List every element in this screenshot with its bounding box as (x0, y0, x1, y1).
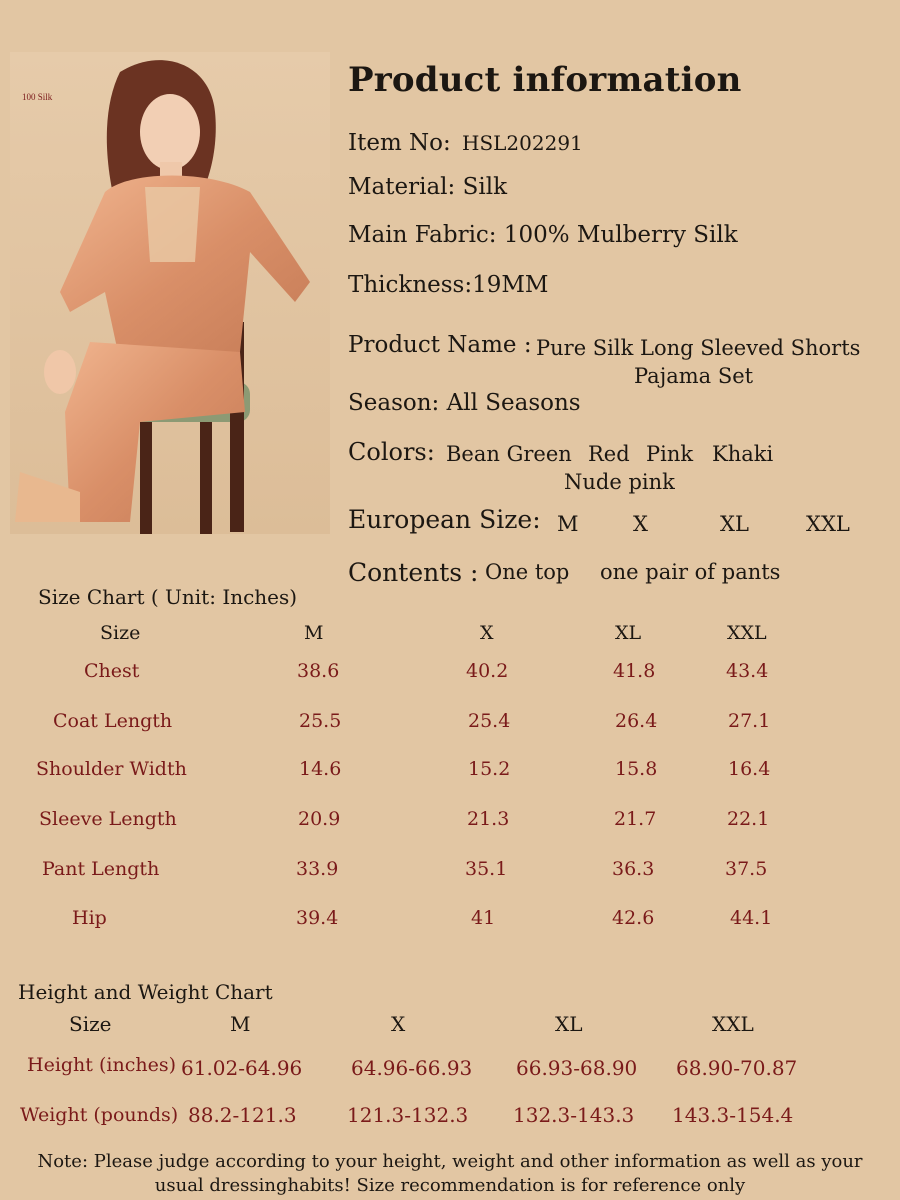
hw-header-x: X (391, 1012, 406, 1036)
size-row-label: Hip (72, 907, 107, 929)
size-cell: 42.6 (612, 907, 655, 929)
euro-size-x: X (633, 512, 648, 536)
color-pink: Pink (646, 442, 694, 466)
color-khaki: Khaki (712, 442, 774, 466)
size-cell: 35.1 (465, 858, 508, 880)
hw-row-label: Height (inches) (27, 1054, 176, 1076)
main-fabric-line: Main Fabric: 100% Mulberry Silk (348, 222, 738, 248)
size-cell: 37.5 (725, 858, 768, 880)
hw-header-size: Size (69, 1012, 112, 1036)
hw-header-xl: XL (555, 1012, 583, 1036)
color-nude-pink: Nude pink (564, 470, 675, 494)
hw-chart-title: Height and Weight Chart (18, 980, 273, 1004)
size-row-label: Shoulder Width (36, 758, 187, 780)
size-cell: 39.4 (296, 907, 339, 929)
size-chart-header-x: X (480, 622, 494, 644)
product-name-line1: Pure Silk Long Sleeved Shorts (536, 336, 861, 360)
size-chart-header-xl: XL (615, 622, 642, 644)
size-cell: 40.2 (466, 660, 509, 682)
size-cell: 44.1 (730, 907, 773, 929)
size-cell: 26.4 (615, 710, 658, 732)
product-name-label: Product Name : (348, 332, 532, 358)
hw-header-m: M (230, 1012, 251, 1036)
material-line: Material: Silk (348, 174, 508, 200)
size-cell: 21.3 (467, 808, 510, 830)
hw-cell: 88.2-121.3 (188, 1103, 297, 1127)
colors-label: Colors: (348, 438, 435, 466)
size-row-label: Pant Length (42, 858, 160, 880)
size-cell: 41 (471, 907, 496, 929)
brand-tag: 100 Silk (22, 92, 53, 102)
hw-cell: 66.93-68.90 (516, 1056, 638, 1080)
euro-size-xxl: XXL (806, 512, 850, 536)
size-row-label: Chest (84, 660, 140, 682)
size-cell: 43.4 (726, 660, 769, 682)
item-no-label: Item No: (348, 130, 451, 156)
color-red: Red (588, 442, 630, 466)
size-cell: 15.2 (468, 758, 511, 780)
size-cell: 14.6 (299, 758, 342, 780)
size-cell: 38.6 (297, 660, 340, 682)
size-cell: 41.8 (613, 660, 656, 682)
size-cell: 16.4 (728, 758, 771, 780)
euro-size-m: M (557, 512, 579, 536)
product-photo (10, 52, 330, 534)
contents-pants: one pair of pants (600, 560, 781, 584)
size-cell: 27.1 (728, 710, 771, 732)
hw-cell: 132.3-143.3 (513, 1103, 635, 1127)
hw-cell: 61.02-64.96 (181, 1056, 303, 1080)
euro-size-xl: XL (720, 512, 749, 536)
hw-cell: 68.90-70.87 (676, 1056, 798, 1080)
size-row-label: Coat Length (53, 710, 173, 732)
size-cell: 25.5 (299, 710, 342, 732)
size-cell: 22.1 (727, 808, 770, 830)
season-line: Season: All Seasons (348, 390, 581, 416)
size-cell: 33.9 (296, 858, 339, 880)
size-cell: 20.9 (298, 808, 341, 830)
size-cell: 25.4 (468, 710, 511, 732)
hw-row-label: Weight (pounds) (20, 1104, 179, 1126)
size-cell: 15.8 (615, 758, 658, 780)
size-note: Note: Please judge according to your height, weight and other information as well as your usual dressinghabits! Size recommendation is for reference only (37, 1151, 863, 1196)
hw-cell: 121.3-132.3 (347, 1103, 469, 1127)
size-chart-header-size: Size (100, 622, 141, 644)
hw-header-xxl: XXL (712, 1012, 754, 1036)
size-cell: 36.3 (612, 858, 655, 880)
hw-cell: 64.96-66.93 (351, 1056, 473, 1080)
euro-size-label: European Size: (348, 505, 541, 534)
product-heading: Product information (348, 60, 742, 100)
contents-top: One top (485, 560, 570, 584)
hw-cell: 143.3-154.4 (672, 1103, 794, 1127)
size-row-label: Sleeve Length (39, 808, 177, 830)
size-cell: 21.7 (614, 808, 657, 830)
thickness-line: Thickness:19MM (348, 272, 549, 298)
contents-label: Contents : (348, 558, 479, 587)
product-name-line2: Pajama Set (634, 364, 754, 388)
color-bean-green: Bean Green (446, 442, 572, 466)
size-chart-header-xxl: XXL (727, 622, 767, 644)
size-chart-header-m: M (304, 622, 324, 644)
item-no-value: HSL202291 (462, 131, 583, 155)
size-chart-title: Size Chart ( Unit: Inches) (38, 585, 298, 609)
